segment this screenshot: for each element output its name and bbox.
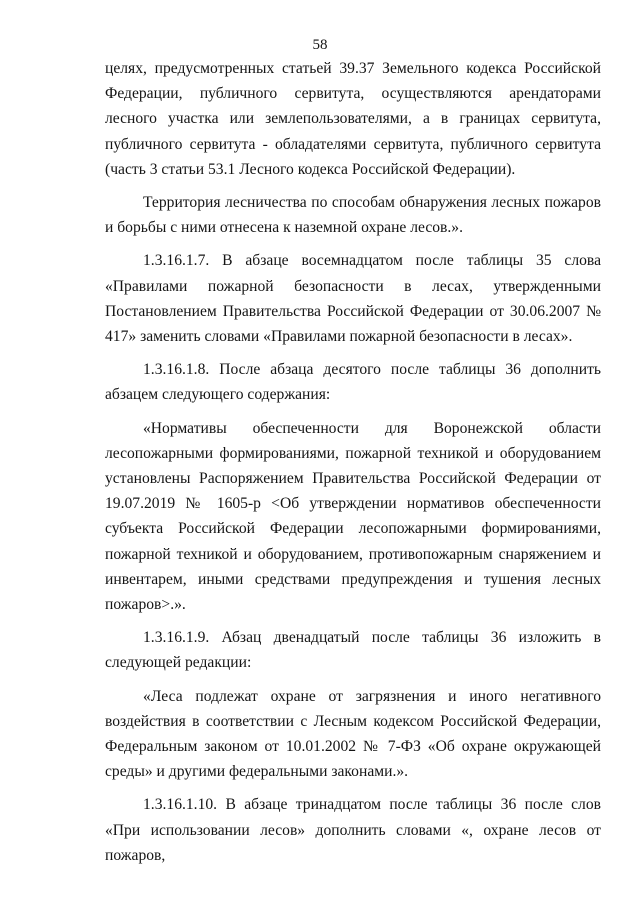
paragraph-1-3-16-1-10: 1.3.16.1.10. В абзаце тринадцатом после таблицы 36 после слов «При использовании лесов» дополнить словами «, охране лесов от пожаров, <box>105 796 601 864</box>
paragraph-protection-quote: «Леса подлежат охране от загрязнения и иного негативного воздействия в соответствии с Лесным кодексом Российской Федерации, Федеральным законом от 10.01.2002 № 7-ФЗ «Об охране окружающей среды» и другими федеральными законами.». <box>105 687 601 781</box>
paragraph-continuation: целях, предусмотренных статьей 39.37 Земельного кодекса Российской Федерации, публичного сервитута, осуществляются арендаторами лесного участка или землепользователями, а в границах сервитута, публичного сервитута - обладателями сервитута, публичного сервитута (часть 3 статьи 53.1 Лесного кодекса Российской Федерации). <box>105 60 601 178</box>
document-body <box>105 56 601 868</box>
paragraph-forest-territory: Территория лесничества по способам обнаружения лесных пожаров и борьбы с ними отнесена к наземной охране лесов.». <box>105 194 601 237</box>
paragraph-1-3-16-1-9: 1.3.16.1.9. Абзац двенадцатый после таблицы 36 изложить в следующей редакции: <box>105 629 601 672</box>
paragraph-1-3-16-1-7: 1.3.16.1.7. В абзаце восемнадцатом после таблицы 35 слова «Правилами пожарной безопасности в лесах, утвержденными Постановлением Правительства Российской Федерации от 30.06.2007 № 417» заменить словами «Правилами пожарной безопасности в лесах». <box>105 252 601 346</box>
page-number: 58 <box>312 37 328 53</box>
paragraph-1-3-16-1-8: 1.3.16.1.8. После абзаца десятого после таблицы 36 дополнить абзацем следующего содержания: <box>105 361 601 404</box>
paragraph-norms-quote: «Нормативы обеспеченности для Воронежской области лесопожарными формированиями, пожарной техникой и оборудованием установлены Распоряжением Правительства Российской Федерации от 19.07.2019 № 1605-р <Об утверждении нормативов обеспеченности субъекта Российской Федерации лесопожарными формированиями, пожарной техникой и оборудованием, противопожарным снаряжением и инвентарем, иными средствами предупреждения и тушения лесных пожаров>.». <box>105 419 601 614</box>
